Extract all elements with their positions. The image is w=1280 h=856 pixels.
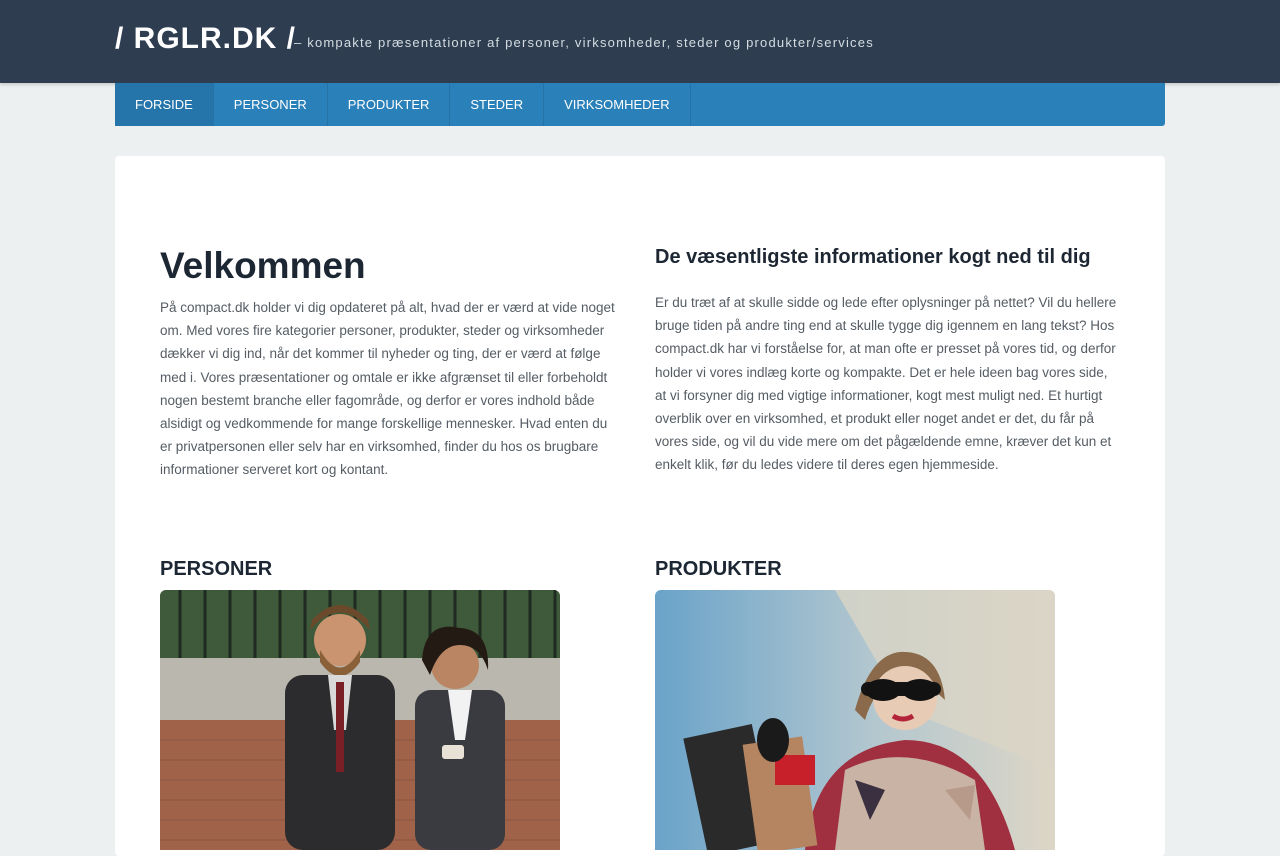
produkter-title[interactable]: PRODUKTER [655, 558, 782, 580]
info-text: Er du træt af at skulle sidde og lede efter oplysninger på nettet? Vil du hellere bruge tiden på andre ting end at skulle tygge dig igennem en lang tekst? Hos compact.dk har vi forståelse for, at man ofte er presset på vores tid, og derfor holder vi vores indlæg korte og kompakte. Det er hele ideen bag vores side, at vi forsyner dig med vigtige informationer, kogt mest muligt ned. Et hurtigt overblik over en virksomhed, et produkt eller noget andet er det, du får på vores side, og vil du vide mere om det pågældende emne, kræver det kun et enkelt klik, før du ledes videre til deres egen hjemmeside. [655, 295, 1117, 473]
produkter-section [655, 556, 1055, 850]
main-content [115, 156, 1165, 856]
info-column [655, 244, 1122, 477]
personer-section [160, 556, 560, 850]
nav-item-produkter[interactable]: PRODUKTER [328, 83, 451, 126]
nav-item-steder[interactable]: STEDER [450, 83, 544, 126]
nav-item-personer[interactable]: PERSONER [214, 83, 328, 126]
welcome-text: På compact.dk holder vi dig opdateret på alt, hvad der er værd at vide noget om. Med vores fire kategorier personer, produkter, steder og virksomheder dækker vi dig ind, når det kommer til nyheder og ting, der er værd at følge med i. Vores præsentationer og omtale er ikke afgrænset til eller forbeholdt nogen bestemt branche eller fagområde, og derfor er vores indhold både alsidigt og vedkommende for mange forskellige mennesker. Hvad enten du er privatpersonen eller selv har en virksomhed, finder du hos os brugbare informationer serveret kort og kontant. [160, 300, 615, 478]
main-nav [115, 83, 1165, 126]
personer-image[interactable] [160, 590, 560, 850]
nav-item-virksomheder[interactable]: VIRKSOMHEDER [544, 83, 690, 126]
welcome-column [160, 244, 622, 482]
site-header [0, 0, 1280, 83]
nav-item-forside[interactable]: FORSIDE [115, 83, 214, 126]
info-title: De væsentligste informationer kogt ned til dig [655, 246, 1091, 268]
personer-title[interactable]: PERSONER [160, 558, 273, 580]
site-logo[interactable]: / RGLR.DK / [115, 22, 296, 55]
produkter-image[interactable] [655, 590, 1055, 850]
site-tagline: – kompakte præsentationer af personer, virksomheder, steder og produkter/services [294, 35, 874, 50]
welcome-title: Velkommen [160, 245, 366, 286]
